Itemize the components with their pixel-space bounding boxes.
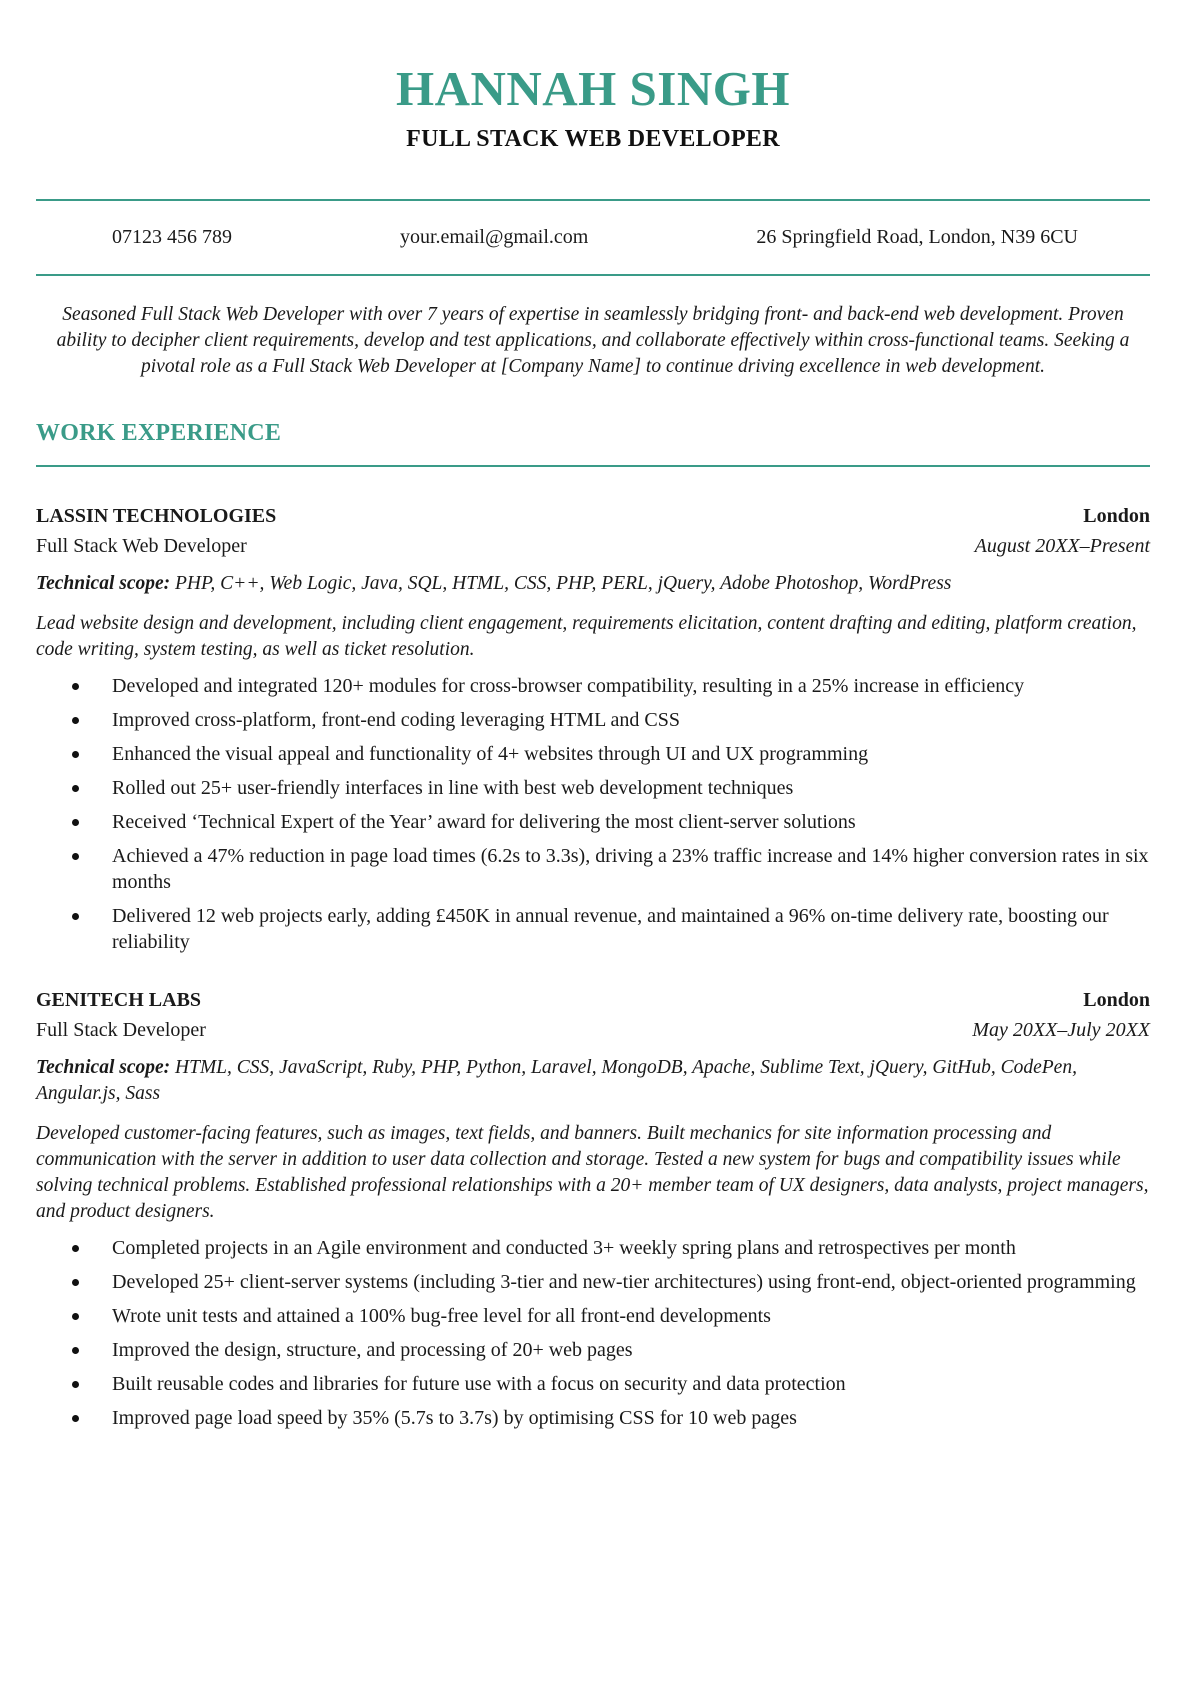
section-divider [36, 465, 1150, 467]
achievement-item [36, 741, 1150, 767]
profile-summary: Seasoned Full Stack Web Developer with over 7 years of expertise in seamlessly bridging front- and back-end web development. Proven ability to decipher client requirements, develop and test applications, and collaborate effectively within cross-functional teams. Seeking a pivotal role as a Full Stack Web Developer at [Company Name] to continue driving excellence in web development. [56, 303, 1130, 377]
achievement-item [36, 1337, 1150, 1363]
job-role: Full Stack Web Developer [36, 534, 247, 557]
bullet-icon [72, 1313, 79, 1320]
company-name: LASSIN TECHNOLOGIES [36, 504, 277, 527]
bullet-icon [72, 751, 79, 758]
achievement-text: Completed projects in an Agile environment and conducted 3+ weekly spring plans and retrospectives per month [112, 1236, 1016, 1259]
achievement-text: Improved the design, structure, and processing of 20+ web pages [112, 1338, 633, 1361]
bullet-icon [72, 1415, 79, 1422]
contact-bottom-divider [36, 274, 1150, 276]
achievement-item [36, 843, 1150, 895]
achievement-item [36, 1371, 1150, 1397]
contact-email: your.email@gmail.com [399, 225, 589, 248]
achievement-text: Delivered 12 web projects early, adding £450K in annual revenue, and maintained a 96% on-time delivery rate, boosting our reliability [112, 904, 1109, 953]
achievement-text: Developed and integrated 120+ modules for cross-browser compatibility, resulting in a 25% increase in efficiency [112, 674, 1025, 697]
technical-scope-label: Technical scope: [36, 1056, 171, 1078]
job-dates: May 20XX–July 20XX [972, 1018, 1150, 1041]
achievement-text: Improved page load speed by 35% (5.7s to 3.7s) by optimising CSS for 10 web pages [112, 1406, 797, 1429]
technical-scope-list: HTML, CSS, JavaScript, Ruby, PHP, Python, Laravel, MongoDB, Apache, Sublime Text, jQuery, GitHub, CodePen, Angular.js, Sass [36, 1056, 1077, 1104]
bullet-icon [72, 1279, 79, 1286]
contact-bar [36, 201, 1150, 274]
job-header [36, 501, 1150, 531]
job-entry [36, 985, 1150, 1431]
job-entry [36, 501, 1150, 955]
bullet-icon [72, 1347, 79, 1354]
company-name: GENITECH LABS [36, 988, 202, 1011]
achievement-text: Enhanced the visual appeal and functionality of 4+ websites through UI and UX programming [112, 742, 869, 765]
bullet-icon [72, 819, 79, 826]
candidate-title: FULL STACK WEB DEVELOPER [406, 125, 780, 152]
job-location: London [1083, 504, 1150, 527]
bullet-icon [72, 717, 79, 724]
work-experience-heading: WORK EXPERIENCE [36, 419, 282, 446]
bullet-icon [72, 785, 79, 792]
achievement-text: Rolled out 25+ user-friendly interfaces in line with best web development techniques [112, 776, 794, 799]
achievement-text: Wrote unit tests and attained a 100% bug-free level for all front-end developments [112, 1304, 771, 1327]
job-description: Lead website design and development, including client engagement, requirements elicitation, content drafting and editing, platform creation, code writing, system testing, as well as ticket resolution. [36, 612, 1137, 660]
achievement-item [36, 809, 1150, 835]
bullet-icon [72, 1245, 79, 1252]
achievement-list [36, 1235, 1150, 1431]
bullet-icon [72, 913, 79, 920]
job-subheader [36, 531, 1150, 561]
job-dates: August 20XX–Present [974, 534, 1150, 557]
bullet-icon [72, 1381, 79, 1388]
achievement-item [36, 1405, 1150, 1431]
technical-scope [36, 571, 1150, 597]
achievement-item [36, 707, 1150, 733]
job-subheader [36, 1015, 1150, 1045]
technical-scope-label: Technical scope: [36, 572, 171, 594]
candidate-name: HANNAH SINGH [396, 61, 790, 116]
contact-phone: 07123 456 789 [112, 225, 232, 248]
achievement-item [36, 1269, 1150, 1295]
achievement-text: Built reusable codes and libraries for future use with a focus on security and data protection [112, 1372, 846, 1395]
achievement-item [36, 1303, 1150, 1329]
bullet-icon [72, 853, 79, 860]
achievement-item [36, 775, 1150, 801]
achievement-text: Improved cross-platform, front-end coding leveraging HTML and CSS [112, 708, 681, 731]
achievement-item [36, 903, 1150, 955]
contact-address: 26 Springfield Road, London, N39 6CU [756, 225, 1078, 248]
achievement-text: Developed 25+ client-server systems (including 3-tier and new-tier architectures) using front-end, object-oriented programming [112, 1270, 1136, 1293]
achievement-item [36, 673, 1150, 699]
achievement-item [36, 1235, 1150, 1261]
job-location: London [1083, 988, 1150, 1011]
achievement-list [36, 673, 1150, 955]
job-header [36, 985, 1150, 1015]
job-description: Developed customer-facing features, such as images, text fields, and banners. Built mechanics for site information processing and communication with the server in addition to user data collection and storage. Tested a new system for bugs and compatibility issues while solving technical problems. Established professional relationships with a 20+ member team of UX designers, data analysts, project managers, and product designers. [36, 1122, 1149, 1222]
technical-scope-list: PHP, C++, Web Logic, Java, SQL, HTML, CSS, PHP, PERL, jQuery, Adobe Photoshop, WordPress [175, 572, 952, 594]
job-role: Full Stack Developer [36, 1018, 206, 1041]
technical-scope [36, 1055, 1150, 1107]
achievement-text: Achieved a 47% reduction in page load times (6.2s to 3.3s), driving a 23% traffic increase and 14% higher conversion rates in six months [112, 844, 1149, 893]
bullet-icon [72, 683, 79, 690]
resume-page [36, 0, 1150, 1439]
achievement-text: Received ‘Technical Expert of the Year’ award for delivering the most client-server solutions [112, 810, 856, 833]
